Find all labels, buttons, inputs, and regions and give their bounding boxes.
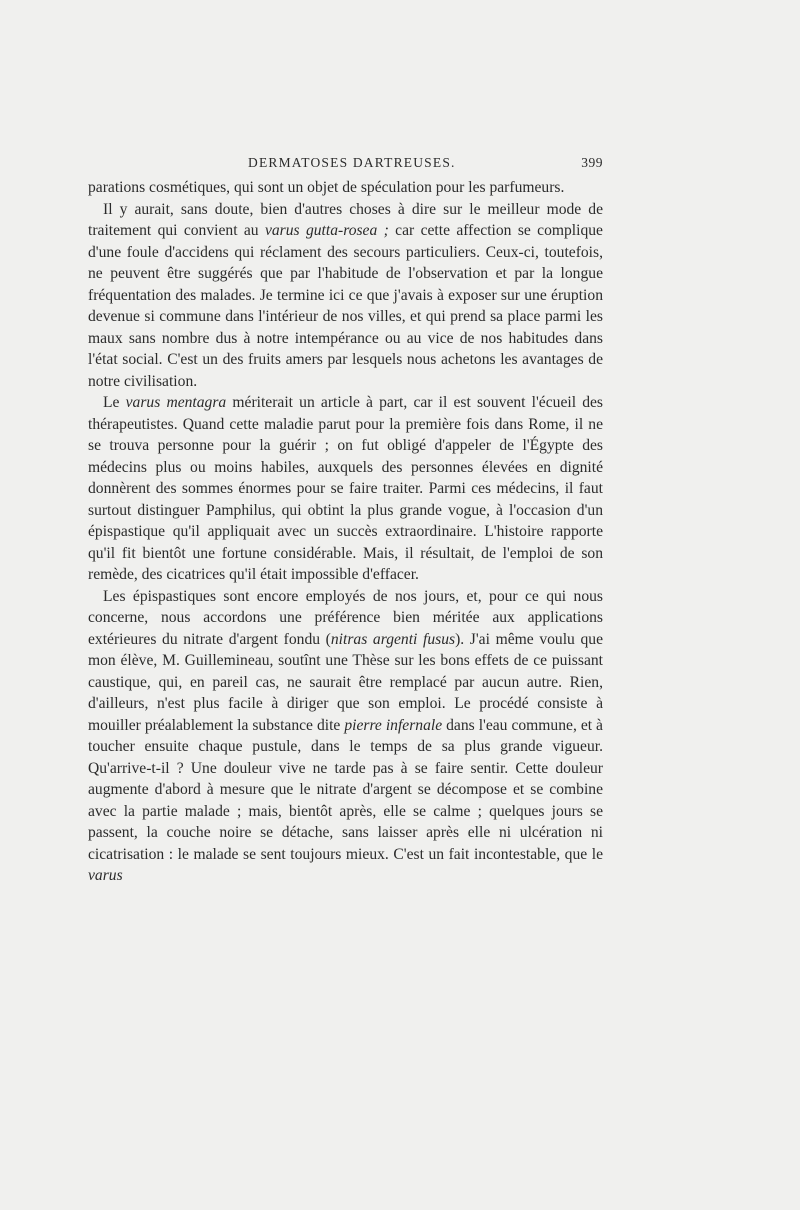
italic-term: varus mentagra	[125, 394, 227, 411]
paragraph-1	[88, 177, 603, 199]
text-run: Les épispastiques sont encore employés de nos jours, et, pour ce qui nous concerne, nous accordons une préférence bien méritée aux applications extérieures du nitrate d'argent fondu (	[88, 587, 603, 648]
italic-term: nitras argenti fusus	[330, 630, 456, 648]
body-text	[88, 177, 603, 887]
text-run: parations cosmétiques, qui sont un objet de spéculation pour les parfumeurs.	[88, 179, 565, 196]
italic-term: varus	[88, 867, 123, 884]
paragraph-2	[88, 199, 603, 393]
text-run: dans l'eau commune, et à toucher ensuite chaque pustule, dans le temps de sa plus grande vigueur. Qu'arrive-t-il ? Une douleur vive ne tarde pas à se faire sentir. Cette douleur augmente d'abord à mesure que le nitrate d'argent se décompose et se combine avec la partie malade ; mais, bientôt après, elle se calme ; quelques jours se passent, la couche noire se détache, sans laisser après elle ni ulcération ni cicatrisation : le malade se sent toujours mieux. C'est un fait incontestable, que le	[88, 716, 603, 863]
text-run: ). J'ai même voulu que mon élève, M. Guillemineau, soutînt une Thèse sur les bons effets de ce puissant caustique, qui, en pareil cas, ne saurait être remplacé par aucun autre. Rien, d'ailleurs, n'est plus facile à diriger que son emploi. Le procédé consiste à mouiller préalablement la substance dite	[88, 630, 603, 734]
text-run: Le	[103, 394, 126, 411]
running-title: DERMATOSES DARTREUSES.	[248, 155, 456, 170]
paragraph-4	[88, 586, 603, 887]
text-run: car cette affection se complique d'une foule d'accidens qui réclament des secours particuliers. Ceux-ci, toutefois, ne peuvent être suggérés que par l'habitude de l'observation et par la longue fréquentation des malades. Je termine ici ce que j'avais à exposer sur une éruption devenue si commune dans l'intérieur de nos villes, et qui prend sa place parmi les maux sans nombre dus à notre intempérance ou au vice de nos habitudes dans l'état social. C'est un des fruits amers par lesquels nous achetons les avantages de notre civilisation.	[88, 222, 603, 390]
italic-term: varus gutta-rosea ;	[264, 222, 389, 239]
page-number: 399	[581, 155, 603, 170]
page-header	[88, 155, 603, 177]
text-run: mériterait un article à part, car il est souvent l'écueil des thérapeutistes. Quand cette maladie parut pour la première fois dans Rome, il ne se trouva personne pour la guérir ; on fut obligé d'appeler de l'Égypte des médecins plus ou moins habiles, auxquels des personnes élevées en dignité donnèrent des sommes énormes pour se faire traiter. Parmi ces médecins, il faut surtout distinguer Pamphilus, qui obtint la plus grande vogue, à l'occasion d'un épispastique qu'il appliquait avec un succès extraordinaire. L'histoire rapporte qu'il fit bientôt une fortune considérable. Mais, il résultait, de l'emploi de son remède, des cicatrices qu'il était impossible d'effacer.	[88, 394, 603, 583]
italic-term: pierre infernale	[344, 716, 443, 734]
text-run: Il y aurait, sans doute, bien d'autres choses à dire sur le meilleur mode de traitement qui convient au	[88, 200, 603, 239]
paragraph-3	[88, 392, 603, 586]
